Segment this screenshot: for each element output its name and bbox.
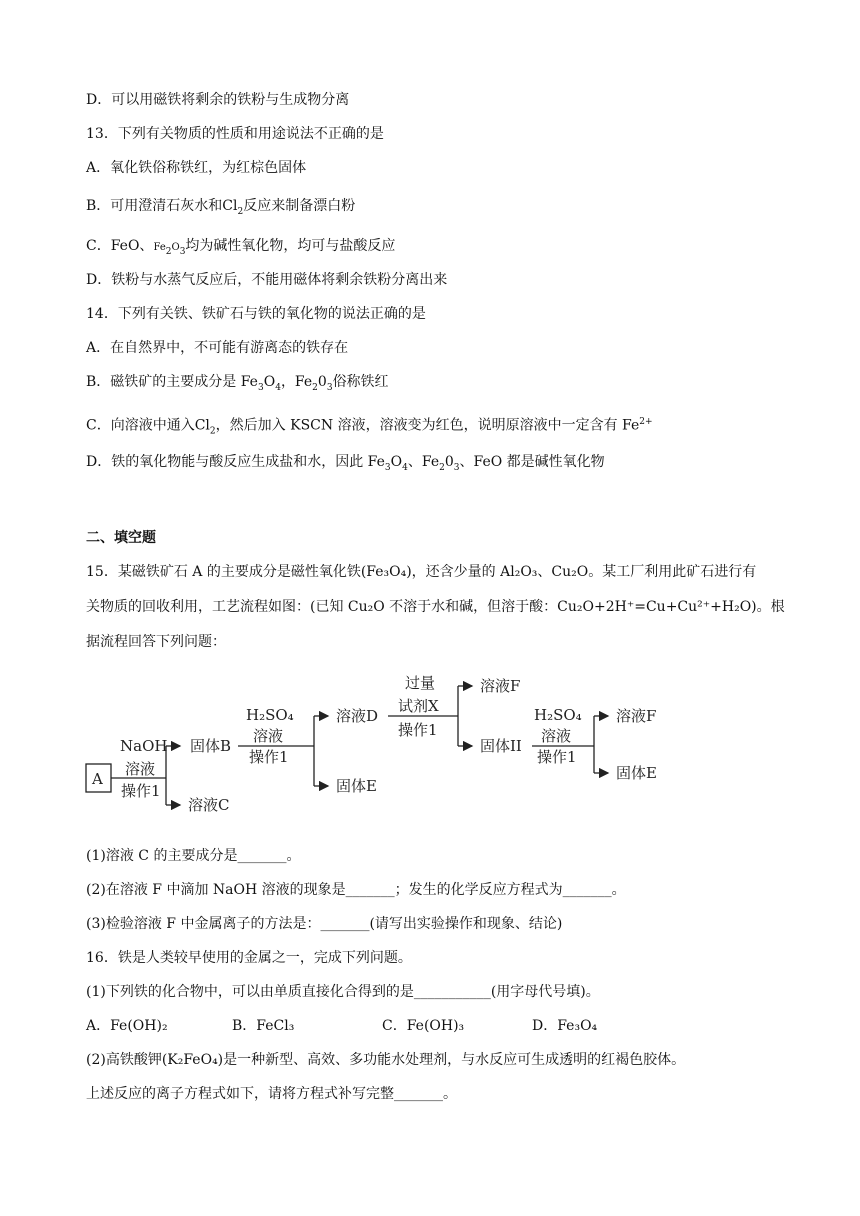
label-excess: 过量	[405, 674, 436, 692]
q13-option-d: D．铁粉与水蒸气反应后，不能用磁体将剩余铁粉分离出来	[86, 272, 448, 288]
node-solution-d: 溶液D	[336, 707, 379, 725]
q15-stem-line3: 据流程回答下列问题：	[86, 634, 226, 650]
q15-part1: (1)溶液 C 的主要成分是_______。	[86, 848, 301, 864]
label-naoh: NaOH	[120, 737, 168, 755]
q13-option-c: C．FeO、$Fe_2O_3$均为碱性氧化物，均可与盐酸反应	[86, 238, 396, 257]
node-solid-ii: 固体II	[480, 737, 522, 755]
q16-option-d: D．Fe₃O₄	[532, 1018, 598, 1034]
label-op1-2: 操作1	[249, 748, 289, 766]
q16-part2: (2)高铁酸钾(K₂FeO₄)是一种新型、高效、多功能水处理剂，与水反应可生成透明的红褐色胶体。	[86, 1052, 686, 1068]
q12-option-d: D．可以用磁铁将剩余的铁粉与生成物分离	[86, 92, 350, 108]
q16-part3: 上述反应的离子方程式如下，请将方程式补写完整_______。	[86, 1086, 457, 1102]
q14-option-c: C．向溶液中通入$Cl_2$，然后加入 KSCN 溶液，溶液变为红色，说明原溶液中一定含有 $Fe^{2+}$	[86, 417, 653, 437]
label-reagent-x: 试剂X	[398, 697, 439, 715]
label-op1-4: 操作1	[537, 748, 577, 766]
q16-option-a: A．Fe(OH)₂	[86, 1018, 168, 1034]
label-solution-3: 溶液	[541, 727, 572, 745]
q16-option-b: B．FeCl₃	[232, 1018, 295, 1034]
label-op1-1: 操作1	[121, 782, 161, 800]
node-solution-f-2: 溶液F	[616, 707, 657, 725]
node-solution-f: 溶液F	[480, 677, 521, 695]
q16-part1: (1)下列铁的化合物中，可以由单质直接化合得到的是___________(用字母代号填)。	[86, 984, 600, 1000]
process-flow-diagram	[80, 668, 720, 818]
label-h2so4-2: H₂SO₄	[534, 706, 582, 724]
q14-stem: 14．下列有关铁、铁矿石与铁的氧化物的说法正确的是	[86, 306, 426, 322]
node-solid-e-2: 固体E	[616, 764, 657, 782]
node-solid-e: 固体E	[336, 777, 377, 795]
label-op1-3: 操作1	[398, 721, 438, 739]
q13-option-b: B．可用澄清石灰水和$Cl_2$反应来制备漂白粉	[86, 198, 356, 217]
label-solution-2: 溶液	[253, 727, 284, 745]
q15-stem-line2: 关物质的回收利用，工艺流程如图：(已知 Cu₂O 不溶于水和碱，但溶于酸：Cu₂O+2H⁺=Cu+Cu²⁺+H₂O)。根	[86, 599, 785, 615]
q16-option-c: C．Fe(OH)₃	[382, 1018, 465, 1034]
q13-stem: 13．下列有关物质的性质和用途说法不正确的是	[86, 126, 384, 142]
node-a: A	[92, 770, 103, 788]
q15-part2: (2)在溶液 F 中滴加 NaOH 溶液的现象是_______；发生的化学反应方程式为_______。	[86, 882, 626, 898]
q16-stem: 16．铁是人类较早使用的金属之一，完成下列问题。	[86, 950, 412, 966]
q14-option-b: B．磁铁矿的主要成分是 $Fe_3O_4$，$Fe_20_3$俗称铁红	[86, 374, 389, 393]
q15-part3: (3)检验溶液 F 中金属离子的方法是：_______(请写出实验操作和现象、结论)	[86, 916, 563, 932]
q14-option-a: A．在自然界中，不可能有游离态的铁存在	[86, 340, 349, 356]
q14-option-d: D．铁的氧化物能与酸反应生成盐和水，因此 $Fe_3O_4$、$Fe_20_3$、FeO 都是碱性氧化物	[86, 454, 605, 473]
node-solid-b: 固体B	[190, 737, 232, 755]
label-solution-1: 溶液	[125, 760, 156, 778]
node-solution-c: 溶液C	[188, 796, 230, 814]
label-h2so4-1: H₂SO₄	[246, 706, 294, 724]
q15-stem-line1: 15．某磁铁矿石 A 的主要成分是磁性氧化铁(Fe₃O₄)，还含少量的 Al₂O₃、Cu₂O。某工厂利用此矿石进行有	[86, 564, 757, 580]
section-title: 二、填空题	[86, 530, 156, 546]
q13-option-a: A．氧化铁俗称铁红，为红棕色固体	[86, 160, 307, 176]
